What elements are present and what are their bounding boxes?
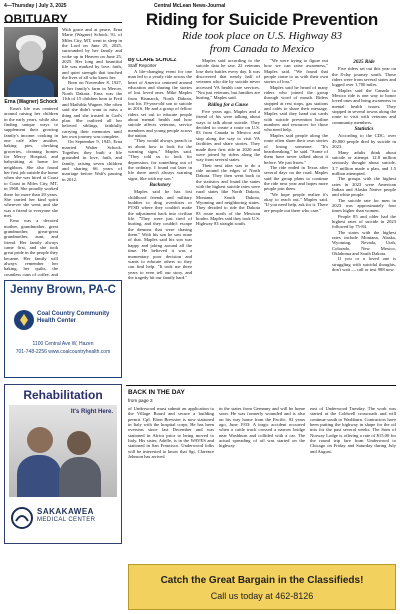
page-number: 4—Thursday | July 3, 2025 <box>4 3 67 9</box>
obituary-photo <box>4 27 58 97</box>
ad-jenny-brown <box>4 280 122 378</box>
btd-col-3 <box>310 406 396 560</box>
article-paragraph: "We were trying to figure out how we can raise awareness," Maples said. "We found that people come to us with their own stories of loss." <box>264 58 328 85</box>
ad-rehab-org-sub: MEDICAL CENTER <box>37 517 96 523</box>
btd-col-1 <box>128 406 214 560</box>
article-paragraph: Maples said people along the route often share their own stories of losing someone. "It's heartbreaking," he said. "Some of them have never talked about it before. We just listen." <box>264 132 328 165</box>
obit-paragraph: Erna was a devoted mother, grandmother, great grandmother, great-great grandmother, aunt, and friend. Her family always came first, and she took great pride in the people they became. Her family will always remember her baking, her quilts, the countless cups of coffee, and <box>4 218 58 276</box>
btd-col-2 <box>219 406 305 560</box>
clinic-logo-icon <box>13 309 35 331</box>
article-paragraph: The states with the highest rates include Montana, Alaska, Wyoming, Nevada, Utah, Colorado, New Mexico, Oklahoma and South Dakota. <box>332 229 396 257</box>
article-paragraph: Maples said he heard of many riders who joined the group through word of mouth. Riders stopped at rest stops, gas stations and cafés to share their message. Maples said they hand out cards with suicide prevention hotline numbers and resources for those who need help. <box>264 84 328 133</box>
subhead-statistics: Statistics <box>354 126 374 133</box>
ad-classifieds-call: Call us today at 462-8126 <box>210 591 314 601</box>
article-paragraph: "We hope people realize it's okay to reach out," Maples said. "If you need help, ask for it. There are people out there who care." <box>264 191 328 213</box>
section-title: OBITUARY <box>4 12 68 26</box>
article-paragraph: The suicide rate for men in 2023 was approximately four times higher than women. <box>332 197 396 214</box>
obit-paragraph: On September 9, 1945, Erna married Walter Schock. Together, they built a life grounded in love, faith, and family, raising seven children and sharing 66 years of marriage before Walt's passing in 2012. <box>62 139 122 182</box>
article-col-4 <box>332 58 396 383</box>
article-paragraph: Five years ago, Maples and a friend of his were talking about ways to talk about suicide. They decided to create a route on U.S. 83 from Canada to Mexico and stop along the way to visit VA facilities and share stories. They made their first ride in 2020 and were joined by riders along the way from several states. <box>196 109 260 163</box>
article-paragraph: Many adults think about suicide or attempt. 12.8 million seriously thought about suicide, 3.7 million made a plan, and 1.5 million attempted. <box>332 149 396 176</box>
btd-text: in the states from Germany and will be home soon. He was formerly wounded and is also on his way home from the Pacific. 92 years ago, June 1933: A tragic accident occurred when a cattle truck crossed a narrow bridge near Washburn and collided with a car. The actual spreading of oil was started on the highway <box>219 406 305 449</box>
obituary-text-cont <box>4 106 58 276</box>
article-paragraph: People 85 and older had the highest rates of suicide in 2023 followed by 75-84. <box>332 213 396 230</box>
back-in-the-day-from: from page 3 <box>128 398 153 403</box>
sakakawea-logo-icon <box>11 507 33 529</box>
paper-name: Central McLean News-Journal <box>154 3 226 9</box>
article-paragraph: The groups with the highest rates in 2023 were American Indian and Alaska Native people and white people. <box>332 176 396 198</box>
ad-classifieds-title: Catch the Great Bargain in the Classifieds! <box>160 575 364 586</box>
btd-text: east of Underwood Tuesday. The work was started at the Coldwell crossroads and will continue south to Washburn. Contractors have been putting the highway in shape for the oil mix for the past several weeks. The Sons of Norway Lodge is offering a rate of $15.00 for the round trip fare from Underwood to Chicago on Friday and Saturday during July and August. <box>310 406 396 454</box>
ad-jenny-clinic: Coal Country Community Health Center <box>37 311 110 324</box>
ad-rehab-org: SAKAKAWEA <box>37 507 94 516</box>
article-paragraph: If you or a loved one is struggling with suicidal thoughts, don't wait — call or text 988 now. <box>332 256 396 273</box>
ad-rehab-tagline: It's Right Here. <box>70 409 113 415</box>
article-paragraph: Maples said the Canada to Mexico ride is one way to honor loved ones and bring awareness to mental health issues. They stopped in several towns along the route to visit with veterans and community members. <box>332 87 396 125</box>
obit-paragraph: Erna's life was centered around raising her children in the early years, while also finding unique ways to supplement their growing family's income: cooking in one café after another, baking pies, checking groceries, cleaning homes for Mercy Hospital, and babysitting at home for neighbors. She also found her first job outside the home when she was hired at Coast to Coast in Miles City, MT, in 1968. She proudly worked there for more than 20 years. She carried her kind spirit wherever she went, and she was a friend to everyone she met. <box>4 106 58 218</box>
ad-classifieds <box>128 564 396 610</box>
subhead-riding: Riding for a Cause <box>207 101 249 108</box>
obit-paragraph: Born on November 8, 1927, at her family's farm in Mercer, North Dakota, Erna was the 11th of 15 children born to Fred and Mathilda Wagner. She often said she didn't want to miss a thing and she trusted in God's plan. She outlived all her beloved siblings, faithfully carrying their memories until her own journey was complete. <box>62 80 122 139</box>
article-paragraph: "They would always preach to us about how to look for the warning signs," Maples said. "They told us to look for depression, for something out of the ordinary. I found out later in life there aren't always warning signs, like with my son." <box>128 138 192 181</box>
byline <box>128 58 192 69</box>
article-paragraph: The ride ended in Texas after several days on the road. Maples said the group plans to continue the ride next year and hopes more people join them. <box>264 164 328 192</box>
article-paragraph: A life-changing event for one man led to a yearly ride across the heart of America centered around education and sharing the stories of lost loved ones. Mike Maples from Bismarck, North Dakota, lost his 19-year-old son to suicide in 2016. He and a group of fellow riders set out to educate people about mental health and how suicide affects veterans, service members and young people across the nation. <box>128 68 192 138</box>
article-paragraph: According to the CDC, over 49,000 people died by suicide in 2023. <box>332 133 396 150</box>
subhead-backstory: Backstory <box>149 182 171 189</box>
deck-line: from Canada to Mexico <box>209 43 315 55</box>
photo-caption: Erna (Wagner) Schock <box>4 99 58 105</box>
ad-rehabilitation <box>4 384 122 544</box>
btd-text: of Underwood must submit an application to the Village Board and secure a building permit. Cpl. Elton Brewster is now stationed in Italy with the hospital corps. He has been overseas since last December and was stationed in Africa prior to being moved to Italy. His sister, Adelle, is in the WAVES and stationed in San Francisco. Underwood folks will be interested to know that Sgt. Clarence Johnson has arrived <box>128 406 214 460</box>
article-paragraph: Five riders set out this year on the 8-day journey south. Those riders were from several states and logged over 1,700 miles. <box>332 66 396 88</box>
article-col-3 <box>264 58 328 383</box>
section-divider <box>126 385 396 386</box>
ad-jenny-address: 1100 Central Ave W, Hazen <box>32 341 94 347</box>
section-bar <box>4 10 122 26</box>
article-headline: Riding for Suicide Prevention <box>145 10 379 29</box>
obituary-text <box>62 27 122 277</box>
article-paragraph: Their next idea was to do a ride around the edges of North Dakota. They then went back to the statistics and found the states with the highest suicide rates were rural states like North Dakota, Montana, South Dakota, Wyoming and neighboring states. They decided to ride the Dakota 83 route north of the Mexican border. Maples said they took U.S. Highway 83 straight south. <box>196 162 260 227</box>
ad-jenny-contact: 701-748-2256 www.coalcountryhealth.com <box>15 349 111 355</box>
obit-paragraph: With grace and at peace, Erna Marie (Wagner) Schock, 91, of Miles City, MT, went to sleep in the Lord on June 25, 2025, surrounded by her family and woke up in Heaven on June 25, 2025. Her long and beautiful life was marked by love, faith, and quiet strength that touched the lives of all who knew her. <box>62 27 122 81</box>
byline-name: By CLARE SCHULZ <box>128 58 177 63</box>
ad-rehab-title: Rehabilitation <box>23 388 103 402</box>
article-paragraph: Maples said according to the suicide data he saw, 22 veterans lose their battles every day. It was discovered that nearly half of veterans who die by suicide never accessed VA health care services. "Not just veterans, but families are hurting," Maples said. <box>196 58 260 101</box>
subhead-2025: 2025 Ride <box>353 59 375 65</box>
ad-jenny-title: Jenny Brown, PA-C <box>10 284 116 296</box>
deck-line: Ride took place on U.S. Highway 83 <box>181 30 343 42</box>
ad-rehab-photo <box>9 405 117 497</box>
article-col-1 <box>128 58 192 383</box>
article-col-2 <box>196 58 260 383</box>
byline-title: Staff Reporter <box>128 63 157 69</box>
article-paragraph: Maples said he has lost childhood friends and military buddies to drug overdoses or PTSD where they couldn't make the adjustment back into civilian life. "They were just tired of hurting, and they couldn't escape the demons that were chasing them." With his son he saw none of that. Maples said his son was happy and joking around all the time. He believed it was a momentary poor decision and wants to educate others so they can find help. "It took me three years to even tell our story, and the tragedy hit our family hard." <box>128 189 192 280</box>
back-in-the-day-title: BACK IN THE DAY <box>128 389 185 396</box>
article-deck <box>128 30 396 56</box>
